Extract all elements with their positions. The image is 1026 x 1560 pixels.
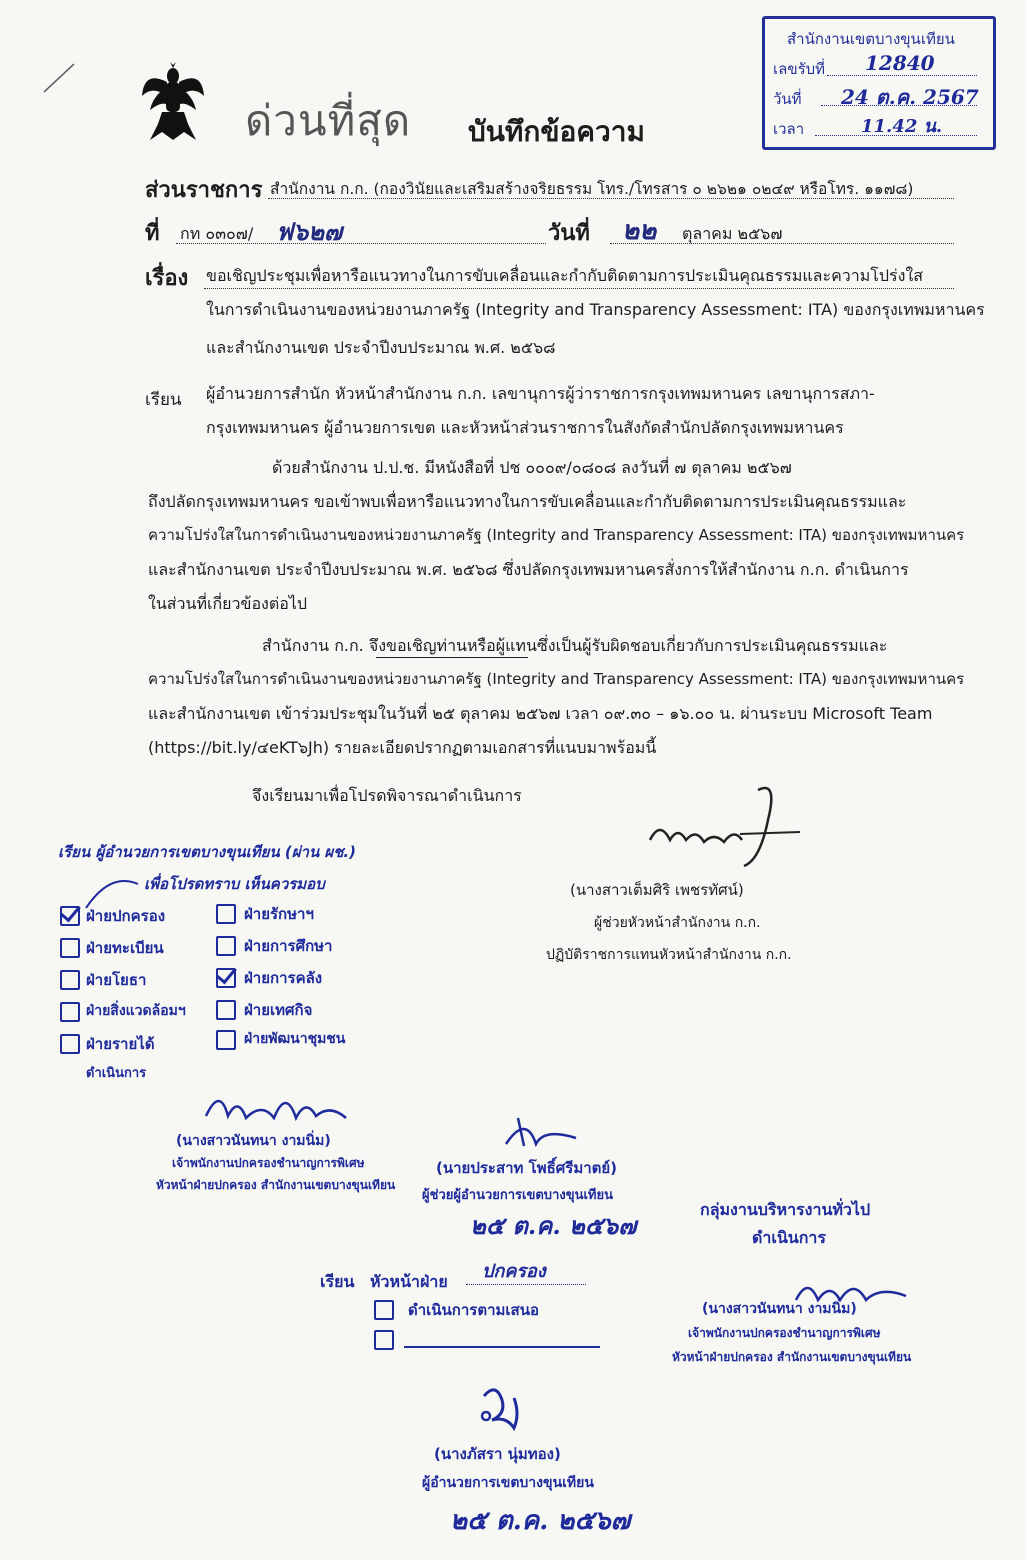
admin-group-line-1: กลุ่มงานบริหารงานทั่วไป [700,1200,871,1219]
stamp-number-value: 12840 [865,51,935,75]
garuda-emblem-icon [140,62,206,142]
checkbox-tabian[interactable] [60,938,80,958]
checkbox-community[interactable] [216,1030,236,1050]
stamp-office: สำนักงานเขตบางขุนเทียน [787,30,955,48]
doc-type-title: บันทึกข้อความ [468,115,645,148]
urgency-mark: ด่วนที่สุด [245,96,412,145]
option-label-8: ฝ่ายการคลัง [244,969,323,987]
asst-director-date: ๒๕ ต.ค. ๒๕๖๗ [470,1211,637,1240]
option-label-9: ฝ่ายเทศกิจ [244,1001,313,1019]
officer2-title-1: เจ้าพนักงานปกครองชำนาญการพิเศษ [688,1326,881,1340]
agency-value: สำนักงาน ก.ก. (กองวินัยและเสริมสร้างจริยธรรม โทร./โทรสาร ๐ ๒๖๒๑ ๐๒๔๙ หรือโทร. ๑๑๗๘) [270,180,914,198]
order-option-1: ดำเนินการตามเสนอ [408,1301,539,1319]
agency-label: ส่วนราชการ [145,178,263,203]
option-label-10: ฝ่ายพัฒนาชุมชน [244,1031,346,1047]
option-label-6: ฝ่ายรักษาฯ [244,905,314,923]
checkbox-other[interactable] [374,1330,394,1350]
to-line-2: กรุงเทพมหานคร ผู้อำนวยการเขต และหัวหน้าส่วนราชการในสังกัดสำนักปลัดกรุงเทพมหานคร [206,418,844,437]
para2-line-1: สำนักงาน ก.ก. จึงขอเชิญท่านหรือผู้แทนซึ่งเป็นผู้รับผิดชอบเกี่ยวกับการประเมินคุณธรรมและ [262,636,888,655]
pen-mark [40,58,80,98]
officer1-signature [200,1082,380,1132]
officer1-name: (นางสาวนันทนา งามนิ่ม) [176,1133,331,1149]
director-name: (นางภัสรา นุ่มทอง) [434,1445,561,1463]
officer2-title-2: หัวหน้าฝ่ายปกครอง สำนักงานเขตบางขุนเทียน [672,1350,912,1364]
date-label: วันที่ [548,221,590,246]
checkbox-pokkrong[interactable] [60,906,80,926]
checkbox-thetsakit[interactable] [216,1000,236,1020]
routing-note: เพื่อโปรดทราบ เห็นควรมอบ [144,875,325,893]
officer1-title-1: เจ้าพนักงานปกครองชำนาญการพิเศษ [172,1156,365,1170]
other-line [404,1346,600,1348]
subject-label: เรื่อง [145,266,189,291]
para1-line-3: ความโปร่งใสในการดำเนินงานของหน่วยงานภาครัฐ (Integrity and Transparency Assessment: ITA) ของกรุงเทพมหานคร [148,526,965,544]
option-label-5: ฝ่ายรายได้ [86,1035,155,1053]
to-line-1: ผู้อำนวยการสำนัก หัวหน้าสำนักงาน ก.ก. เลขานุการผู้ว่าราชการกรุงเทพมหานคร เลขานุการสภา- [206,384,875,403]
director-title: ผู้อำนวยการเขตบางขุนเทียน [422,1475,594,1491]
subject-line-3: และสำนักงานเขต ประจำปีงบประมาณ พ.ศ. ๒๕๖๘ [206,338,556,357]
stamp-date-value: 24 ต.ค. 2567 [841,85,979,109]
ref-label: ที่ [145,221,160,246]
asst-director-title: ผู้ช่วยผู้อำนวยการเขตบางขุนเทียน [422,1188,614,1203]
date-day: ๒๒ [622,216,657,246]
sender-name: (นางสาวเต็มศิริ เพชรทัศน์) [570,881,744,899]
order-to-label: เรียน [320,1272,355,1291]
asst-director-name: (นายประสาท โพธิ์ศรีมาตย์) [436,1159,618,1177]
para1-line-2: ถึงปลัดกรุงเทพมหานคร ขอเข้าพบเพื่อหารือแนวทางในการขับเคลื่อนและกำกับติดตามการประเมินคุณธรรมและ [148,492,907,511]
option-label-7: ฝ่ายการศึกษา [244,937,333,955]
option-label-3: ฝ่ายโยธา [86,971,147,989]
stamp-date-label: วันที่ [773,90,802,108]
option-label-1: ฝ่ายปกครอง [86,907,166,925]
option-label-2: ฝ่ายทะเบียน [86,939,164,957]
officer2-name: (นางสาวนันทนา งามนิ่ม) [702,1301,857,1317]
director-signature [472,1376,532,1436]
receipt-stamp [762,16,996,150]
date-rest: ตุลาคม ๒๕๖๗ [682,224,783,243]
stamp-time-label: เวลา [773,120,805,138]
routing-to-line: เรียน ผู้อำนวยการเขตบางขุนเทียน (ผ่าน ผช.) [58,843,356,861]
order-to-head: หัวหน้าฝ่าย [370,1272,448,1291]
checkbox-environment[interactable] [60,1002,80,1022]
director-date: ๒๕ ต.ค. ๒๕๖๗ [450,1506,631,1536]
ref-prefix: กท ๐๓๐๗/ [180,224,254,243]
sender-title-1: ผู้ช่วยหัวหน้าสำนักงาน ก.ก. [594,915,761,931]
para1-line-1: ด้วยสำนักงาน ป.ป.ช. มีหนังสือที่ ปช ๐๐๐๙/๐๘๐๘ ลงวันที่ ๗ ตุลาคม ๒๕๖๗ [272,458,792,477]
checkbox-revenue[interactable] [60,1034,80,1054]
closing-line: จึงเรียนมาเพื่อโปรดพิจารณาดำเนินการ [252,786,522,805]
para1-line-4: และสำนักงานเขต ประจำปีงบประมาณ พ.ศ. ๒๕๖๘ ซึ่งปลัดกรุงเทพมหานครสั่งการให้สำนักงาน ก.ก. ดำเนินการ [148,560,909,579]
to-label: เรียน [145,390,182,410]
para2-line-2: ความโปร่งใสในการดำเนินงานของหน่วยงานภาครัฐ (Integrity and Transparency Assessment: ITA) ของกรุงเทพมหานคร [148,670,965,688]
subject-line-2: ในการดำเนินงานของหน่วยงานภาครัฐ (Integrity and Transparency Assessment: ITA) ของกรุงเทพมหานคร [206,300,985,319]
para1-line-5: ในส่วนที่เกี่ยวข้องต่อไป [148,594,308,613]
checkbox-yotha[interactable] [60,970,80,990]
checkbox-education[interactable] [216,936,236,956]
subject-line-1: ขอเชิญประชุมเพื่อหารือแนวทางในการขับเคลื่อนและกำกับติดตามการประเมินคุณธรรมและความโปร่งใส [206,266,924,285]
checkbox-finance[interactable] [216,968,236,988]
option-label-4: ฝ่ายสิ่งแวดล้อมฯ [86,1003,186,1019]
routing-action: ดำเนินการ [86,1066,147,1081]
checkbox-cleanliness[interactable] [216,904,236,924]
stamp-time-value: 11.42 น. [861,116,943,137]
stamp-number-label: เลขรับที่ [773,60,826,78]
officer1-title-2: หัวหน้าฝ่ายปกครอง สำนักงานเขตบางขุนเทียน [156,1178,396,1192]
sender-signature [640,770,810,880]
para2-line-4: (https://bit.ly/๔eKT๖Jh) รายละเอียดปรากฏตามเอกสารที่แนบมาพร้อมนี้ [148,738,657,757]
para2-line-3: และสำนักงานเขต เข้าร่วมประชุมในวันที่ ๒๕ ตุลาคม ๒๕๖๗ เวลา ๐๙.๓๐ – ๑๖.๐๐ น. ผ่านระบบ Microsoft Team [148,704,933,723]
ref-handwritten: ฟ๖๒๗ [276,217,343,246]
checkbox-proceed[interactable] [374,1300,394,1320]
admin-group-line-2: ดำเนินการ [752,1228,826,1247]
sender-title-2: ปฏิบัติราชการแทนหัวหน้าสำนักงาน ก.ก. [546,947,792,963]
asst-director-signature [496,1108,586,1156]
order-to-handwritten: ปกครอง [482,1261,546,1282]
